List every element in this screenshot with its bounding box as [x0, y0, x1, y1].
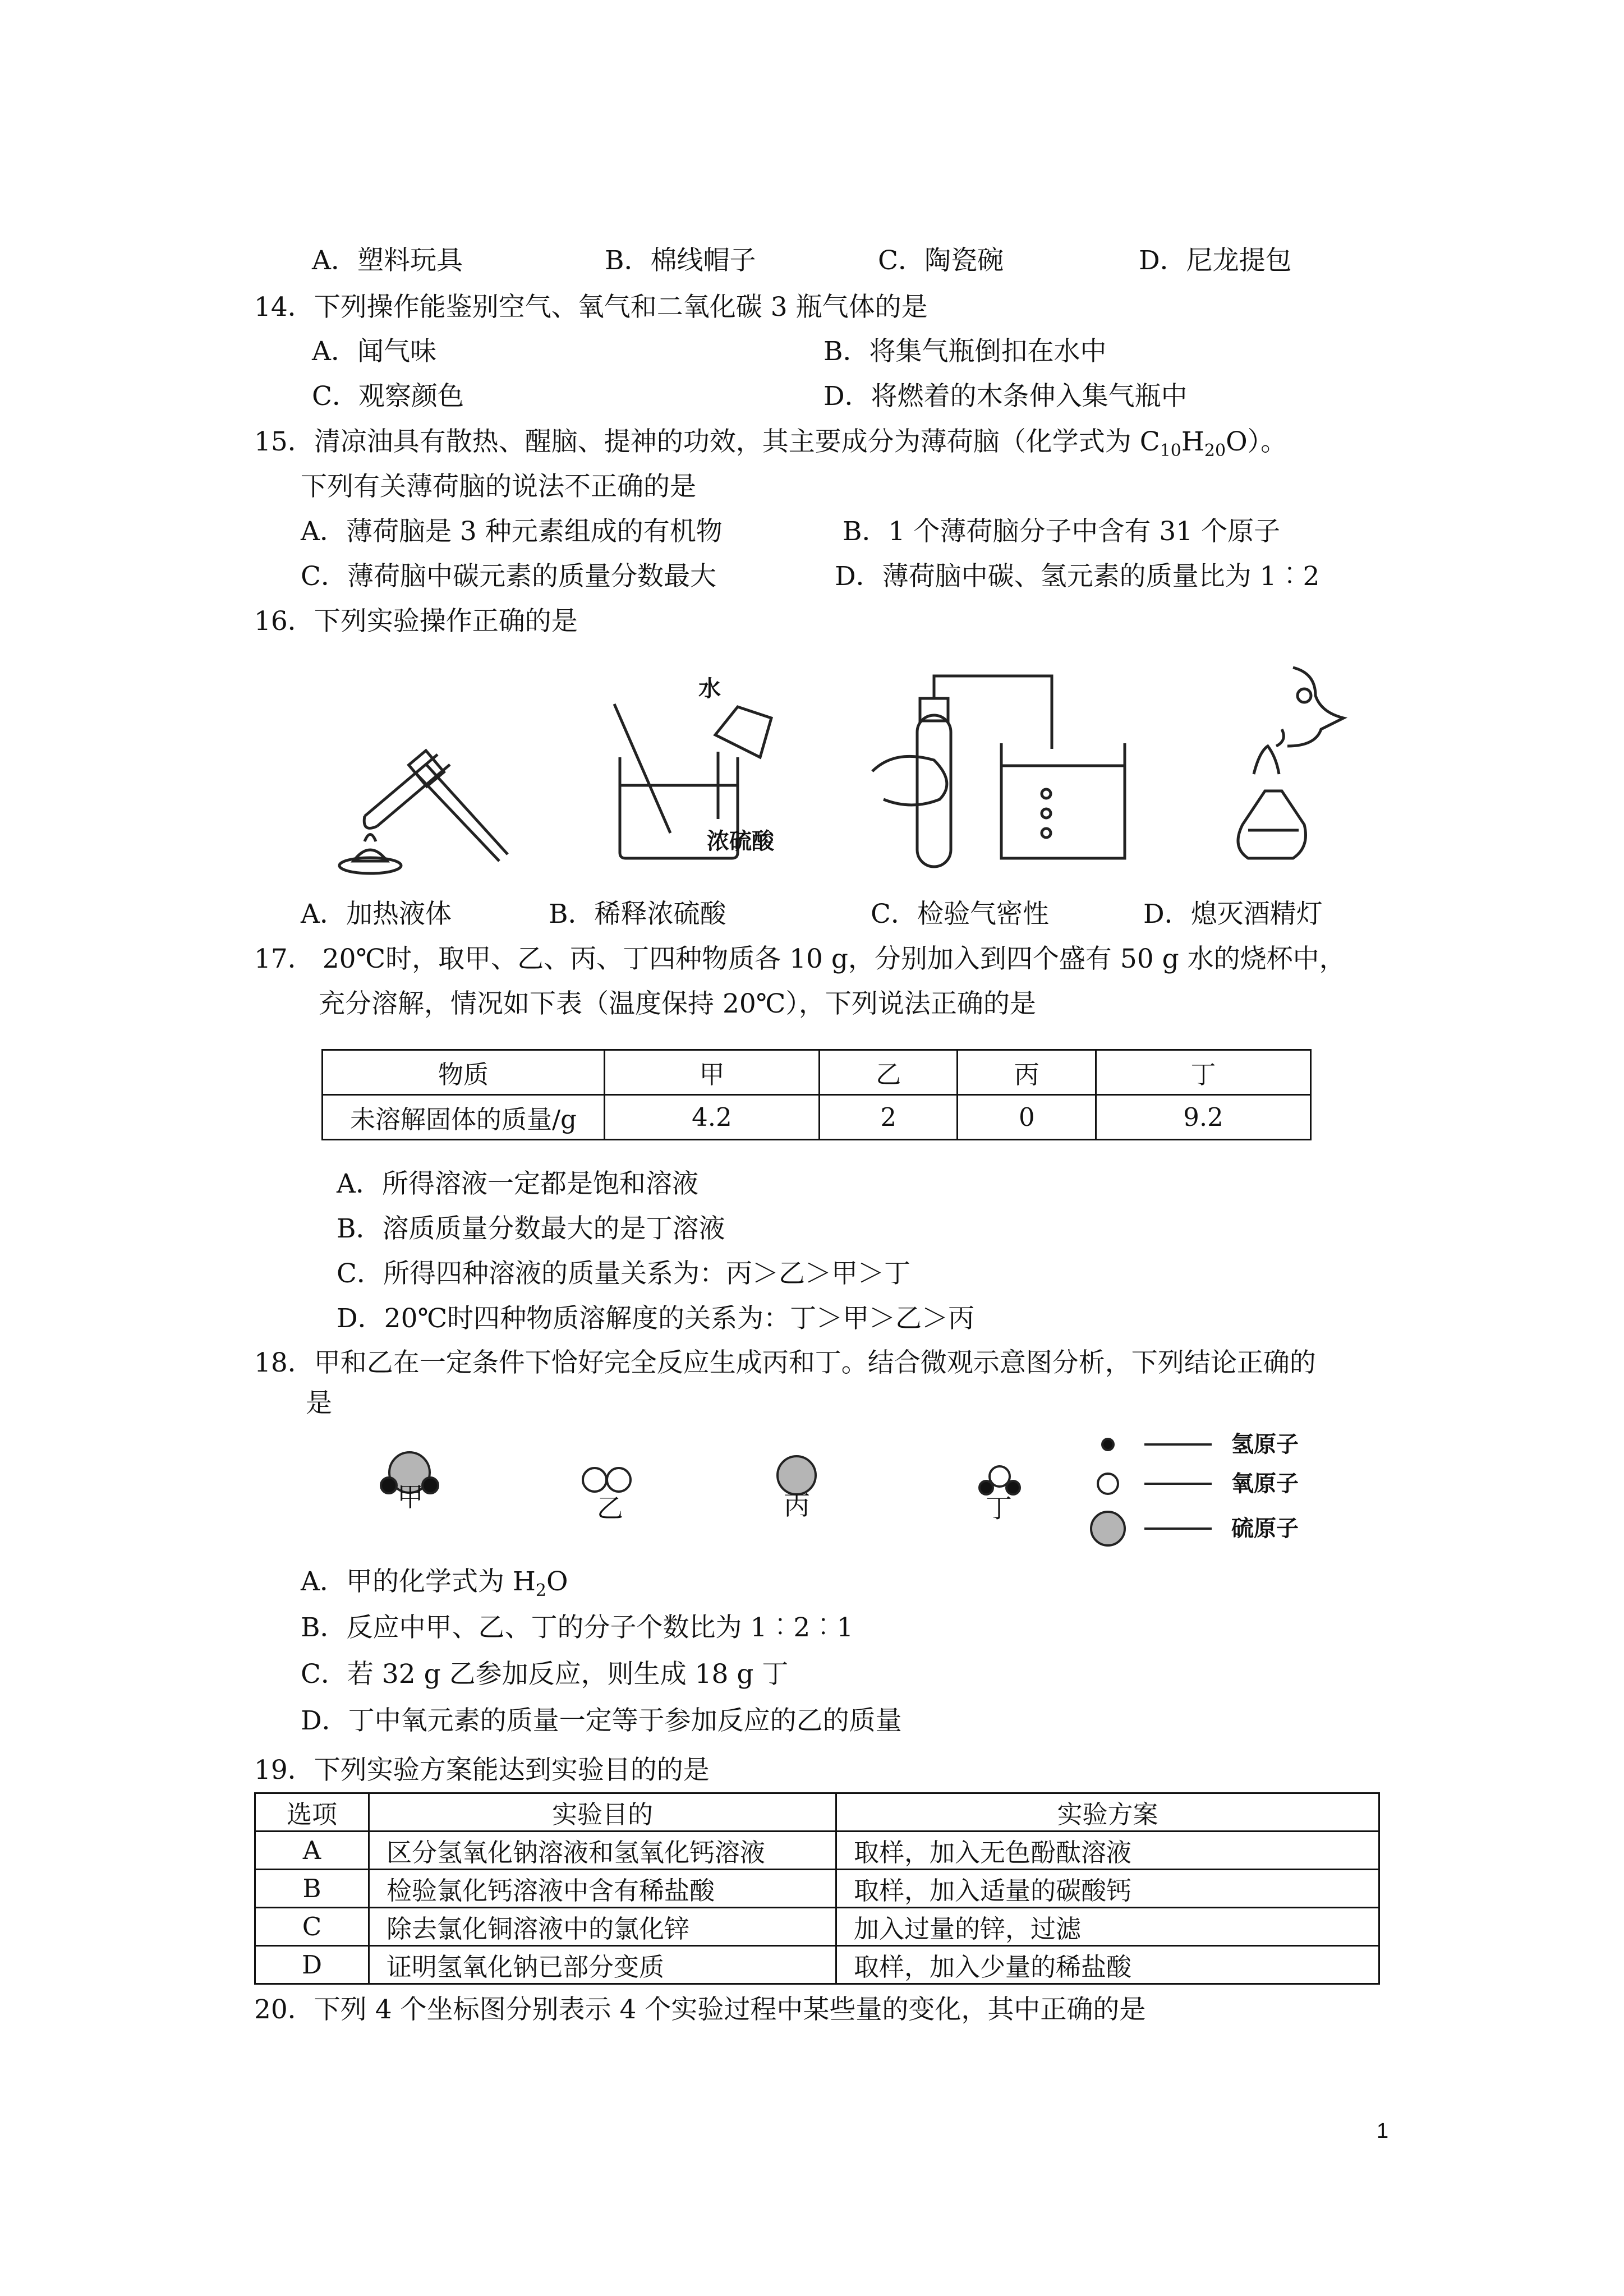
atom-legend [1083, 1425, 1229, 1559]
label-ding: 丁 [986, 1493, 1012, 1524]
q14-stem: 14．下列操作能鉴别空气、氧气和二氧化碳 3 瓶气体的是 [254, 292, 928, 323]
q14-option-d: D．将燃着的木条伸入集气瓶中 [823, 381, 1188, 412]
q15-stem: 15．清凉油具有散热、醒脑、提神的功效，其主要成分为薄荷脑（化学式为 $C_{10}H_{20}O$）。 [254, 426, 1287, 461]
q19-table [254, 1792, 1380, 1985]
q17-option-a: A．所得溶液一定都是饱和溶液 [337, 1168, 698, 1199]
q19-cell-purpose: 证明氢氧化钠已部分变质 [369, 1946, 836, 1984]
table-row [255, 1946, 1379, 1984]
q17-option-b: B．溶质质量分数最大的是丁溶液 [337, 1213, 725, 1244]
airtightness-figure [861, 670, 1170, 878]
q15-option-c: C．薄荷脑中碳元素的质量分数最大 [301, 561, 716, 592]
q18-option-a: A．甲的化学式为 $H_2O$ [301, 1566, 568, 1600]
table-row [255, 1870, 1379, 1908]
q19-stem: 19．下列实验方案能达到实验目的的是 [254, 1755, 710, 1786]
legend-hydrogen: 氢原子 [1231, 1431, 1299, 1457]
q17-header-ding: 丁 [1096, 1050, 1311, 1095]
label-yi: 乙 [597, 1493, 623, 1524]
q17-stem: 17． 20℃时，取甲、乙、丙、丁四种物质各 10 g，分别加入到四个盛有 50 g 水的烧杯中， [254, 944, 1346, 974]
q19-header-purpose: 实验目的 [369, 1793, 836, 1832]
q17-row-label: 未溶解固体的质量/g [323, 1095, 605, 1140]
q14-option-b: B．将集气瓶倒扣在水中 [823, 336, 1107, 367]
q18-option-d: D．丁中氧元素的质量一定等于参加反应的乙的质量 [301, 1705, 902, 1736]
q19-cell-purpose: 检验氯化钙溶液中含有稀盐酸 [369, 1870, 836, 1908]
q18-stem: 18．甲和乙在一定条件下恰好完全反应生成丙和丁。结合微观示意图分析，下列结论正确的 [254, 1347, 1316, 1378]
q17-option-c: C．所得四种溶液的质量关系为：丙＞乙＞甲＞丁 [337, 1258, 910, 1289]
q17-table [321, 1049, 1312, 1140]
q15-stem-line2: 下列有关薄荷脑的说法不正确的是 [301, 471, 696, 502]
label-bing: 丙 [784, 1490, 810, 1521]
q19-cell-method: 取样，加入少量的稀盐酸 [836, 1946, 1379, 1984]
table-row [255, 1908, 1379, 1946]
q17-header-yi: 乙 [819, 1050, 958, 1095]
q17-header-bing: 丙 [958, 1050, 1096, 1095]
q19-cell-method: 加入过量的锌，过滤 [836, 1908, 1379, 1946]
q13-option-a: A．塑料玩具 [312, 245, 463, 276]
q16-option-b: B．稀释浓硫酸 [549, 899, 726, 930]
q19-cell-method: 取样，加入无色酚酞溶液 [836, 1832, 1379, 1870]
label-jia: 甲 [397, 1482, 424, 1513]
q18-stem-line2: 是 [306, 1388, 332, 1419]
q19-cell-purpose: 区分氢氧化钠溶液和氢氧化钙溶液 [369, 1832, 836, 1870]
q17-stem-line2: 充分溶解，情况如下表（温度保持 20℃），下列说法正确的是 [319, 988, 1036, 1019]
q19-cell-option: B [255, 1870, 369, 1908]
q13-option-c: C．陶瓷碗 [878, 245, 1004, 276]
q19-cell-method: 取样，加入适量的碳酸钙 [836, 1870, 1379, 1908]
q14-option-c: C．观察颜色 [312, 381, 464, 412]
extinguish-lamp-figure [1214, 662, 1383, 875]
q19-cell-option: C [255, 1908, 369, 1946]
q19-cell-purpose: 除去氯化铜溶液中的氯化锌 [369, 1908, 836, 1946]
q18-option-b: B．反应中甲、乙、丁的分子个数比为 1︰2︰1 [301, 1612, 854, 1643]
q19-header-method: 实验方案 [836, 1793, 1379, 1832]
q15-option-a: A．薄荷脑是 3 种元素组成的有机物 [301, 516, 723, 547]
q20-stem: 20．下列 4 个坐标图分别表示 4 个实验过程中某些量的变化，其中正确的是 [254, 1994, 1146, 2025]
q16-option-d: D．熄灭酒精灯 [1143, 899, 1323, 930]
table-row [255, 1832, 1379, 1870]
q14-option-a: A．闻气味 [312, 336, 436, 367]
q16-stem: 16．下列实验操作正确的是 [254, 606, 578, 637]
page-number: 1 [1377, 2119, 1389, 2143]
q15-option-d: D．薄荷脑中碳、氢元素的质量比为 1︰2 [835, 561, 1320, 592]
q16-option-c: C．检验气密性 [871, 899, 1049, 930]
q17-cell-yi: 2 [819, 1095, 958, 1140]
legend-sulfur: 硫原子 [1231, 1515, 1299, 1542]
q19-cell-option: D [255, 1946, 369, 1984]
q18-option-c: C．若 32 g 乙参加反应，则生成 18 g 丁 [301, 1659, 789, 1690]
q17-cell-bing: 0 [958, 1095, 1096, 1140]
q17-header-jia: 甲 [605, 1050, 820, 1095]
q16-option-a: A．加热液体 [301, 899, 452, 930]
q17-cell-ding: 9.2 [1096, 1095, 1311, 1140]
label-water: 水 [698, 675, 721, 702]
q19-cell-option: A [255, 1832, 369, 1870]
q13-option-d: D．尼龙提包 [1139, 245, 1292, 276]
q15-option-b: B．1 个薄荷脑分子中含有 31 个原子 [843, 516, 1281, 547]
heating-liquid-figure [331, 732, 516, 878]
q13-option-b: B．棉线帽子 [605, 245, 756, 276]
legend-oxygen: 氧原子 [1231, 1470, 1299, 1497]
q19-header-option: 选项 [255, 1793, 369, 1832]
label-concentrated-acid: 浓硫酸 [707, 828, 774, 854]
q17-cell-jia: 4.2 [605, 1095, 820, 1140]
q17-header-substance: 物质 [323, 1050, 605, 1095]
q17-option-d: D．20℃时四种物质溶解度的关系为：丁＞甲＞乙＞丙 [337, 1303, 975, 1334]
